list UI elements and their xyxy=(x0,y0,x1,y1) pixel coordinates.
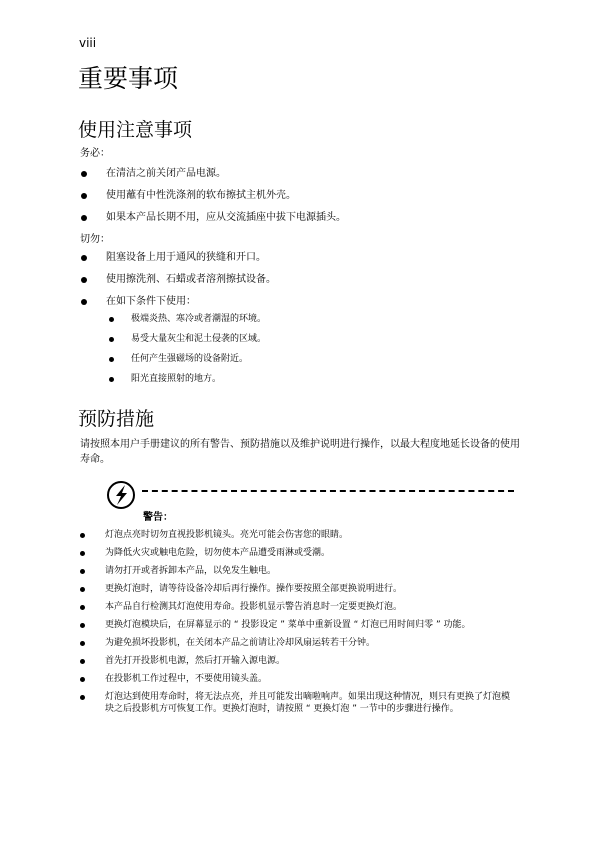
bullet-icon xyxy=(80,551,85,556)
list-item: 在投影机工作过程中，不要使用镜头盖。 xyxy=(105,673,515,685)
conditions-list xyxy=(131,309,266,389)
list-item: 为降低火灾或触电危险，切勿使本产品遭受雨淋或受潮。 xyxy=(105,547,515,559)
bullet-icon xyxy=(80,569,85,574)
bullet-icon xyxy=(80,659,85,664)
section-heading-usage: 使用注意事项 xyxy=(78,119,193,141)
bullet-icon xyxy=(80,677,85,682)
dont-label: 切勿： xyxy=(80,234,110,245)
bullet-icon xyxy=(80,605,85,610)
bullet-icon xyxy=(109,337,114,342)
list-item: 灯泡达到使用寿命时，将无法点亮，并且可能发出嘀啦响声。如果出现这种情况，则只有更换了灯泡模块之后投影机方可恢复工作。更换灯泡时，请按照 “ 更换灯泡 ” 一节中的步骤进行操作。 xyxy=(105,691,515,715)
bullet-icon xyxy=(81,299,87,305)
prevention-intro: 请按照本用户手册建议的所有警告、预防措施以及维护说明进行操作，以最大程度地延长设备的使用寿命。 xyxy=(80,439,520,465)
bullet-icon xyxy=(109,377,114,382)
bullet-icon xyxy=(81,171,87,177)
list-item: 极端炎热、寒冷或者潮湿的环境。 xyxy=(131,309,266,329)
bullet-icon xyxy=(80,641,85,646)
warning-divider xyxy=(142,490,514,492)
list-item: 请勿打开或者拆卸本产品，以免发生触电。 xyxy=(105,565,515,577)
bullet-icon xyxy=(81,215,87,221)
must-label: 务必： xyxy=(80,148,110,159)
list-item: 易受大量灰尘和泥土侵袭的区域。 xyxy=(131,329,266,349)
list-item: 为避免损坏投影机，在关闭本产品之前请让冷却风扇运转若干分钟。 xyxy=(105,637,515,649)
list-item: 任何产生强磁场的设备附近。 xyxy=(131,349,266,369)
warning-label: 警告： xyxy=(143,512,173,523)
bullet-icon xyxy=(109,357,114,362)
bullet-icon xyxy=(81,193,87,199)
warnings-list xyxy=(105,529,515,721)
list-item: 灯泡点亮时切勿直视投影机镜头。亮光可能会伤害您的眼睛。 xyxy=(105,529,515,541)
list-item: 阳光直接照射的地方。 xyxy=(131,369,266,389)
list-item: 更换灯泡模块后，在屏幕显示的 “ 投影设定 ” 菜单中重新设置 “ 灯泡已用时间归零 ” 功能。 xyxy=(105,619,515,631)
bullet-icon xyxy=(81,255,87,261)
bullet-icon xyxy=(109,317,114,322)
list-item: 首先打开投影机电源，然后打开输入源电源。 xyxy=(105,655,515,667)
list-item: 更换灯泡时，请等待设备冷却后再行操作。操作要按照全部更换说明进行。 xyxy=(105,583,515,595)
bullet-icon xyxy=(80,623,85,628)
list-item: 使用蘸有中性洗涤剂的软布擦拭主机外壳。 xyxy=(106,185,346,207)
list-item: 阻塞设备上用于通风的狭缝和开口。 xyxy=(106,247,276,269)
page-title: 重要事项 xyxy=(78,64,179,93)
list-item: 如果本产品长期不用，应从交流插座中拔下电源插头。 xyxy=(106,207,346,229)
bullet-icon xyxy=(80,695,85,700)
list-item: 在清洁之前关闭产品电源。 xyxy=(106,163,346,185)
bullet-icon xyxy=(80,587,85,592)
bullet-icon xyxy=(80,533,85,538)
bullet-icon xyxy=(81,277,87,283)
section-heading-prevention: 预防措施 xyxy=(78,408,155,430)
page-number: viii xyxy=(79,36,97,50)
must-list xyxy=(106,163,346,229)
lightning-warning-icon xyxy=(106,480,136,510)
list-item: 使用擦洗剂、石蜡或者溶剂擦拭设备。 xyxy=(106,269,276,291)
dont-list xyxy=(106,247,276,313)
list-item: 本产品自行检测其灯泡使用寿命。投影机显示警告消息时一定要更换灯泡。 xyxy=(105,601,515,613)
list-item: 在如下条件下使用： xyxy=(106,291,276,313)
